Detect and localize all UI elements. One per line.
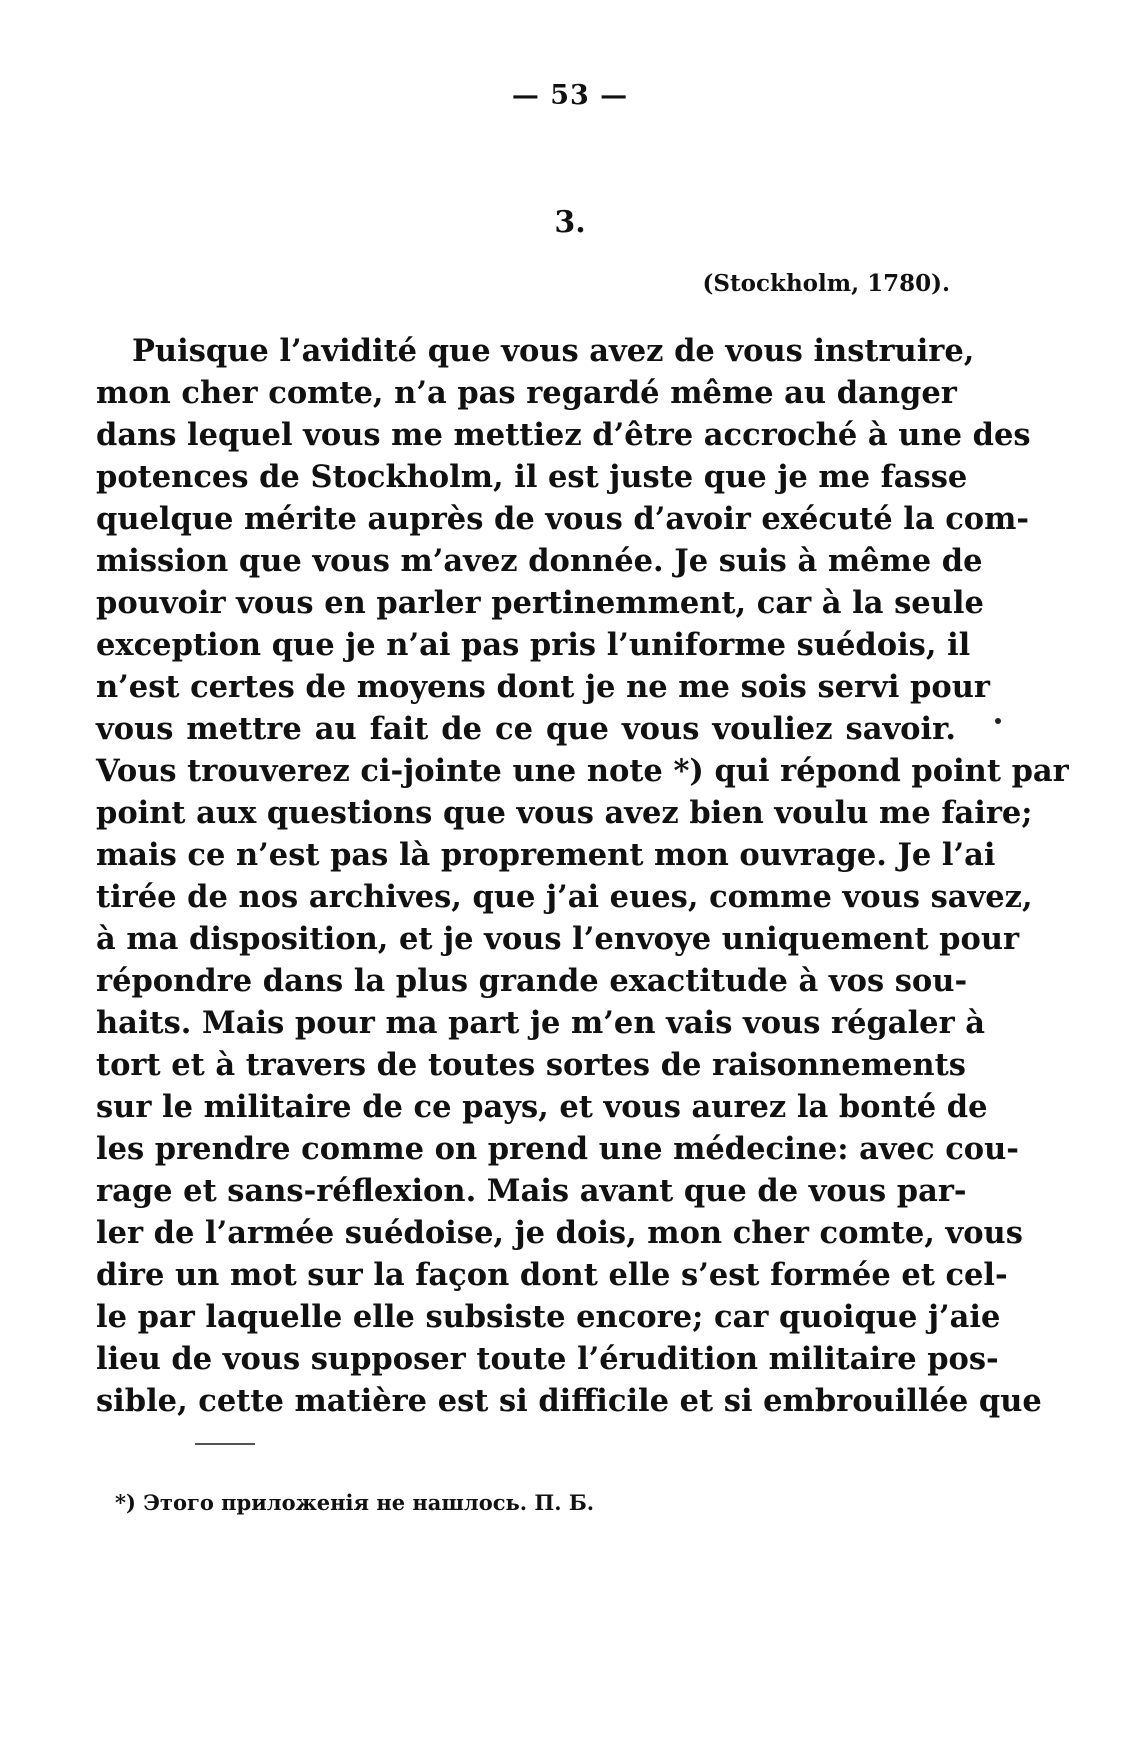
text-line: mais ce n’est pas là proprement mon ouvrage. Je l’ai [96,837,996,873]
text-line: mon cher comte, n’a pas regardé même au danger [96,375,957,411]
text-line: potences de Stockholm, il est juste que je me fasse [96,459,968,495]
text-line: le par laquelle elle subsiste encore; car quoique j’aie [96,1299,1001,1335]
text-line: Puisque l’avidité que vous avez de vous instruire, [132,333,975,369]
text-line: sur le militaire de ce pays, et vous aurez la bonté de [96,1089,988,1125]
text-line: dans lequel vous me mettiez d’être accroché à une des [96,417,1031,453]
text-line: dire un mot sur la façon dont elle s’est formée et cel- [96,1257,1008,1293]
footnote: *) Этого приложенія не нашлось. П. Б. [115,1490,595,1515]
place-date-heading: (Stockholm, 1780). [702,270,950,297]
text-line: les prendre comme on prend une médecine: avec cou- [96,1131,1019,1167]
text-line: sible, cette matière est si difficile et si embrouillée que [96,1383,1042,1419]
footnote-divider [195,1443,255,1445]
text-line: ler de l’armée suédoise, je dois, mon cher comte, vous [96,1215,1023,1251]
text-line: haits. Mais pour ma part je m’en vais vous régaler à [96,1005,986,1041]
margin-speck [995,718,1001,724]
text-line: tirée de nos archives, que j’ai eues, comme vous savez, [96,879,1033,915]
text-line: quelque mérite auprès de vous d’avoir exécuté la com- [96,501,1030,537]
text-line: tort et à travers de toutes sortes de raisonnements [96,1047,966,1083]
text-line: point aux questions que vous avez bien voulu me faire; [96,795,1033,831]
text-line: exception que je n’ai pas pris l’uniforme suédois, il [96,627,971,663]
text-line: répondre dans la plus grande exactitude à vos sou- [96,963,968,999]
section-number: 3. [554,205,586,240]
text-line: mission que vous m’avez donnée. Je suis à même de [96,543,983,579]
text-line: n’est certes de moyens dont je ne me sois servi pour [96,669,990,705]
body-text [96,330,1069,1422]
text-line: à ma disposition, et je vous l’envoye uniquement pour [96,921,1020,957]
page-number: — 53 — [511,80,629,111]
text-line: lieu de vous supposer toute l’érudition militaire pos- [96,1341,999,1377]
text-line: vous mettre au fait de ce que vous vouliez savoir. [96,711,956,747]
text-line: pouvoir vous en parler pertinemment, car à la seule [96,585,984,621]
text-line: rage et sans-réflexion. Mais avant que de vous par- [96,1173,967,1209]
text-line: Vous trouverez ci-jointe une note *) qui répond point par [96,753,1069,789]
